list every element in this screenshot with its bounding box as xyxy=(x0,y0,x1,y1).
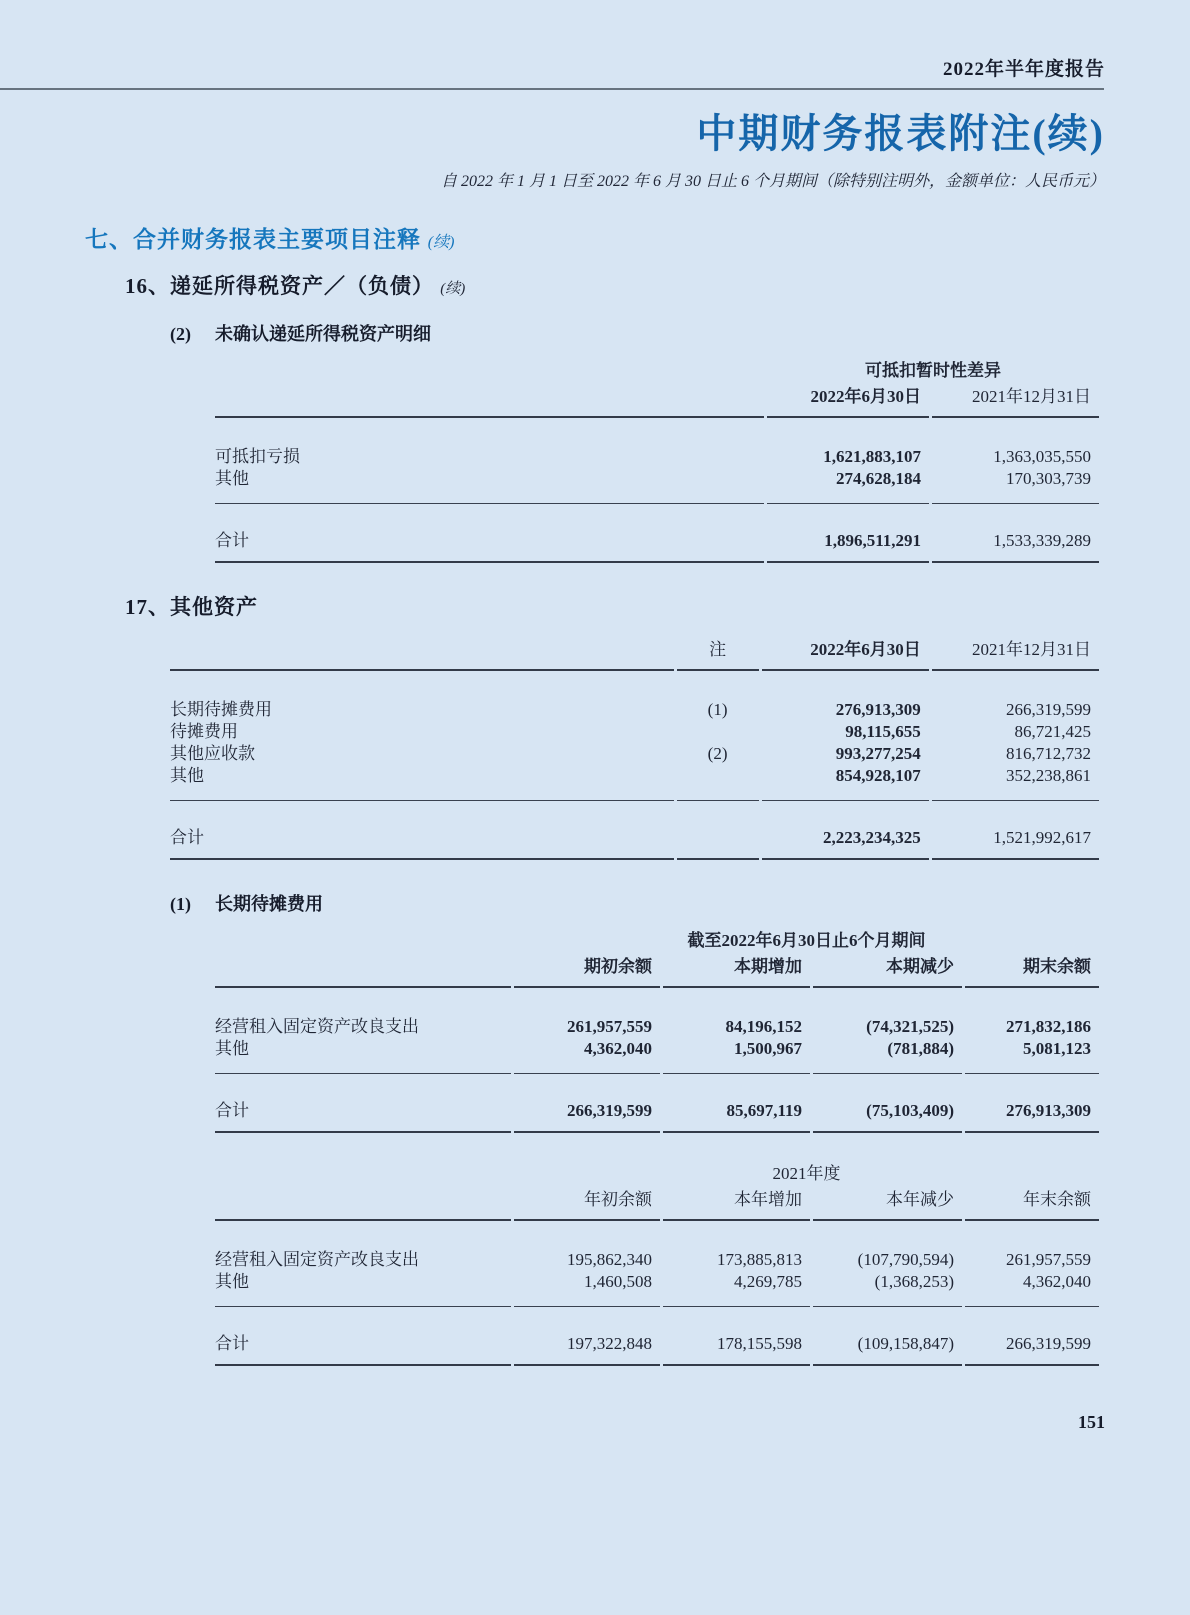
table-row xyxy=(170,765,1099,801)
value-closing: 261,957,559 xyxy=(1006,1250,1091,1269)
section-17-1-title: 长期待摊费用 xyxy=(215,894,323,914)
value-2021: 86,721,425 xyxy=(1014,722,1091,741)
section-7-continued-mark: (续) xyxy=(427,234,455,251)
value-opening: 4,362,040 xyxy=(514,1038,660,1074)
row-label: 经营租入固定资产改良支出 xyxy=(215,1250,419,1269)
column-header-2021: 2021年12月31日 xyxy=(932,386,1099,418)
total-label: 合计 xyxy=(215,1074,511,1133)
section-7-heading xyxy=(85,221,1190,254)
section-17-1-heading xyxy=(170,890,1190,916)
section-17-heading xyxy=(125,591,1190,621)
page-subtitle: 自 2022 年 1 月 1 日至 2022 年 6 月 30 日止 6 个月期间（除特别注明外，金额单位：人民币元） xyxy=(440,173,1105,190)
note-ref xyxy=(677,765,759,801)
value-additions: 84,196,152 xyxy=(725,1017,802,1036)
column-header-additions: 本年增加 xyxy=(663,1189,810,1221)
column-header-opening: 年初余额 xyxy=(514,1189,660,1221)
column-header-note: 注 xyxy=(677,639,759,671)
value-decreases: (107,790,594) xyxy=(857,1250,954,1269)
value-decreases: (74,321,525) xyxy=(866,1017,954,1036)
table-header-row xyxy=(215,956,1099,988)
value-2021: 816,712,732 xyxy=(1006,744,1091,763)
table-row xyxy=(170,743,1099,765)
page-number: 151 xyxy=(1078,1412,1105,1432)
report-header-label: 2022年半年度报告 xyxy=(942,59,1105,80)
column-header-closing: 期末余额 xyxy=(965,956,1099,988)
value-additions: 1,500,967 xyxy=(663,1038,810,1074)
table-row xyxy=(215,930,1099,956)
table-row xyxy=(215,468,1099,504)
value-opening: 1,460,508 xyxy=(514,1271,660,1307)
table-total-row xyxy=(215,504,1099,563)
value-decreases: (1,368,253) xyxy=(813,1271,962,1307)
row-label: 其他 xyxy=(170,765,674,801)
row-label: 经营租入固定资产改良支出 xyxy=(215,1017,419,1036)
column-header-2021: 2021年12月31日 xyxy=(932,639,1099,671)
value-2022: 276,913,309 xyxy=(835,700,921,719)
value-decreases: (781,884) xyxy=(813,1038,962,1074)
row-label: 其他 xyxy=(215,1271,511,1307)
note-ref: (2) xyxy=(707,744,728,763)
section-16-title: 16、递延所得税资产／（负债） xyxy=(125,274,434,298)
total-label: 合计 xyxy=(215,504,764,563)
section-16-2-title: 未确认递延所得税资产明细 xyxy=(215,324,431,344)
long-term-deferred-expenses-current-table xyxy=(212,930,1102,1133)
table-header-row xyxy=(215,1189,1099,1221)
row-label: 其他 xyxy=(215,1038,511,1074)
table-row xyxy=(215,1163,1099,1189)
value-closing: 4,362,040 xyxy=(965,1271,1099,1307)
total-additions: 178,155,598 xyxy=(663,1307,810,1366)
total-opening: 266,319,599 xyxy=(514,1074,660,1133)
long-term-deferred-expenses-prior-table xyxy=(212,1163,1102,1366)
value-opening: 261,957,559 xyxy=(567,1017,652,1036)
column-header-2022: 2022年6月30日 xyxy=(762,639,929,671)
value-additions: 173,885,813 xyxy=(717,1250,802,1269)
value-2022: 98,115,655 xyxy=(845,722,921,741)
table-row xyxy=(215,1271,1099,1307)
table-row xyxy=(215,988,1099,1038)
section-17-1-number: (1) xyxy=(170,894,191,914)
value-2021: 170,303,739 xyxy=(932,468,1099,504)
column-header-additions: 本期增加 xyxy=(663,956,810,988)
total-decreases: (109,158,847) xyxy=(813,1307,962,1366)
table-row xyxy=(215,1221,1099,1271)
span-header: 可抵扣暂时性差异 xyxy=(865,361,1001,380)
row-label: 其他 xyxy=(215,468,764,504)
table-row xyxy=(170,721,1099,743)
span-header: 2021年度 xyxy=(772,1164,841,1183)
table-total-row xyxy=(215,1074,1099,1133)
section-7-title: 七、合并财务报表主要项目注释 xyxy=(85,227,421,252)
total-2022: 1,896,511,291 xyxy=(767,504,929,563)
total-2021: 1,533,339,289 xyxy=(932,504,1099,563)
table-row xyxy=(215,360,1099,386)
total-label: 合计 xyxy=(215,1307,511,1366)
row-label: 长期待摊费用 xyxy=(170,700,272,719)
value-closing: 271,832,186 xyxy=(1006,1017,1091,1036)
value-2022: 854,928,107 xyxy=(762,765,929,801)
value-2021: 1,363,035,550 xyxy=(993,447,1091,466)
other-assets-table xyxy=(167,639,1102,860)
table-row xyxy=(170,671,1099,721)
total-2022: 2,223,234,325 xyxy=(762,801,929,860)
value-2022: 274,628,184 xyxy=(767,468,929,504)
table-header-row xyxy=(215,386,1099,418)
value-additions: 4,269,785 xyxy=(663,1271,810,1307)
table-row xyxy=(215,418,1099,468)
page-title: 中期财务报表附注(续) xyxy=(696,111,1105,156)
note-ref xyxy=(677,721,759,743)
total-additions: 85,697,119 xyxy=(663,1074,810,1133)
value-2022: 993,277,254 xyxy=(835,744,921,763)
total-opening: 197,322,848 xyxy=(514,1307,660,1366)
section-16-2-heading xyxy=(170,320,1190,346)
column-header-opening: 期初余额 xyxy=(514,956,660,988)
table-total-row xyxy=(215,1307,1099,1366)
section-17-title: 17、其他资产 xyxy=(125,595,258,619)
section-16-2-number: (2) xyxy=(170,324,191,344)
table-row xyxy=(215,1038,1099,1074)
row-label: 其他应收款 xyxy=(170,744,255,763)
value-opening: 195,862,340 xyxy=(567,1250,652,1269)
value-2022: 1,621,883,107 xyxy=(823,447,921,466)
table-total-row xyxy=(170,801,1099,860)
table-header-row xyxy=(170,639,1099,671)
column-header-2022: 2022年6月30日 xyxy=(767,386,929,418)
section-16-heading xyxy=(125,270,1190,300)
row-label: 可抵扣亏损 xyxy=(215,447,300,466)
note-ref: (1) xyxy=(707,700,728,719)
section-16-continued-mark: (续) xyxy=(440,281,466,297)
total-label: 合计 xyxy=(170,801,674,860)
value-closing: 5,081,123 xyxy=(965,1038,1099,1074)
total-closing: 266,319,599 xyxy=(965,1307,1099,1366)
total-closing: 276,913,309 xyxy=(965,1074,1099,1133)
span-header: 截至2022年6月30日止6个月期间 xyxy=(687,931,926,950)
column-header-decreases: 本年减少 xyxy=(813,1189,962,1221)
unrecognized-deferred-tax-table xyxy=(212,360,1102,563)
total-decreases: (75,103,409) xyxy=(813,1074,962,1133)
row-label: 待摊费用 xyxy=(170,722,238,741)
column-header-decreases: 本期减少 xyxy=(813,956,962,988)
value-2021: 266,319,599 xyxy=(1006,700,1091,719)
value-2021: 352,238,861 xyxy=(932,765,1099,801)
total-2021: 1,521,992,617 xyxy=(932,801,1099,860)
column-header-closing: 年末余额 xyxy=(965,1189,1099,1221)
header-rule xyxy=(0,88,1104,90)
